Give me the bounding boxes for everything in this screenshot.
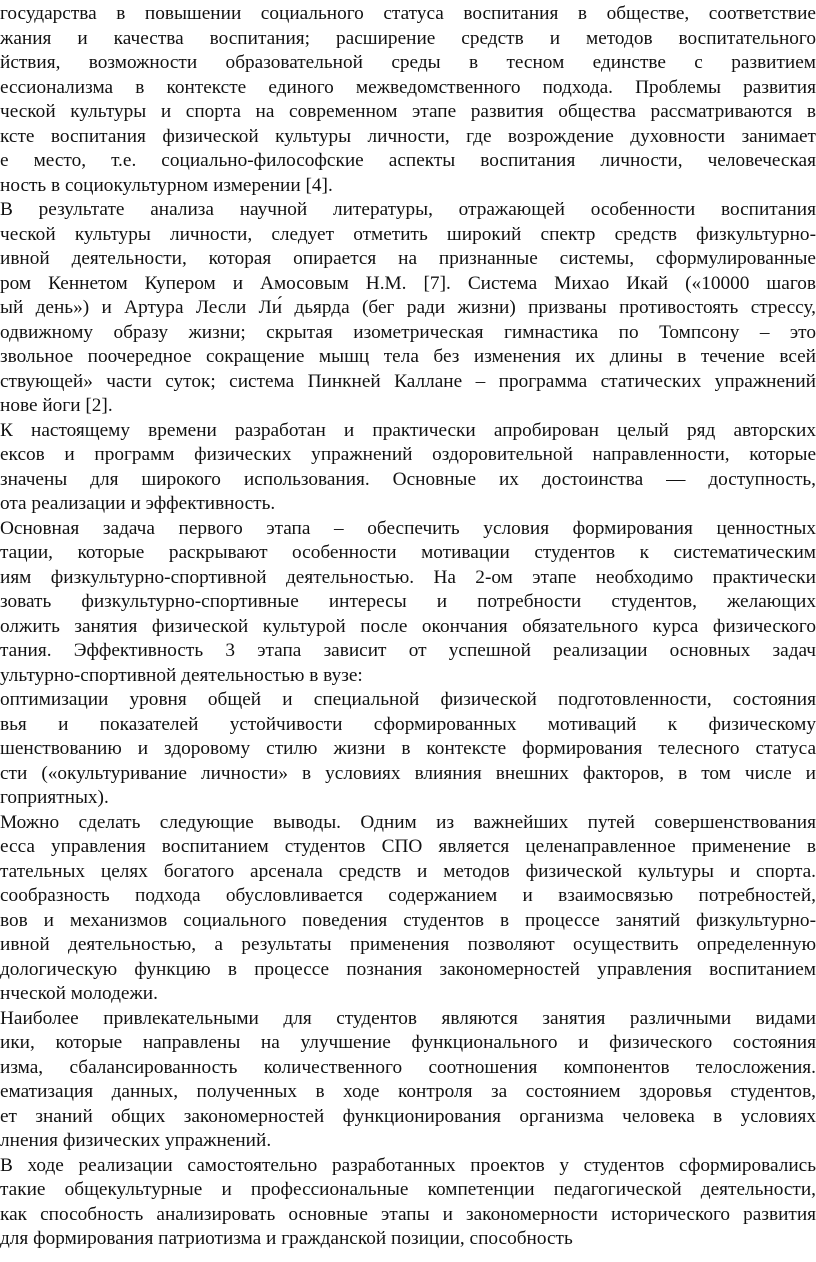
text-line: ческой культуры и спорта на современном этапе развития общества рассматриваются в	[0, 101, 816, 122]
text-line: ота реализации и эффективность.	[0, 493, 276, 514]
text-line: нческой молодежи.	[0, 983, 158, 1004]
text-line: ность в социокультурном измерении [4].	[0, 175, 333, 196]
text-line: значены для широкого использования. Основные их достоинства — доступность,	[0, 469, 816, 490]
text-line: вья и показателей устойчивости сформированных мотиваций к физическому	[0, 714, 816, 735]
text-line: е место, т.е. социально-философские аспекты воспитания личности, человеческая	[0, 150, 816, 171]
text-line: олжить занятия физической культурой после окончания обязательного курса физического	[0, 616, 816, 637]
text-line: В ходе реализации самостоятельно разработанных проектов у студентов сформировались	[0, 1155, 816, 1176]
text-line: иям физкультурно-спортивной деятельностью. На 2-ом этапе необходимо практически	[0, 567, 816, 588]
text-line: ессионализма в контексте единого межведомственного подхода. Проблемы развития	[0, 77, 816, 98]
text-line: тации, которые раскрывают особенности мотивации студентов к систематическим	[0, 542, 816, 563]
text-line: лнения физических упражнений.	[0, 1130, 272, 1151]
text-line: изма, сбалансированность количественного соотношения компонентов телосложения.	[0, 1057, 816, 1078]
text-line: тательных целях богатого арсенала средств и методов физической культуры и спорта.	[0, 861, 816, 882]
text-line: Можно сделать следующие выводы. Одним из важнейших путей совершенствования	[0, 812, 816, 833]
text-line: есса управления воспитанием студентов СПО является целенаправленное применение в	[0, 836, 816, 857]
text-line: государства в повышении социального статуса воспитания в обществе, соответствие	[0, 3, 816, 24]
text-line: ивной деятельностью, а результаты применения позволяют осуществить определенную	[0, 934, 816, 955]
text-line: такие общекультурные и профессиональные компетенции педагогической деятельности,	[0, 1179, 816, 1200]
text-line: йствия, возможности образовательной среды в тесном единстве с развитием	[0, 52, 816, 73]
text-line: ексов и программ физических упражнений оздоровительной направленности, которые	[0, 444, 816, 465]
text-line: ый день») и Артура Лесли Ли́ дьярда (бег ради жизни) призваны противостоять стрессу,	[0, 297, 816, 318]
text-line: звольное поочередное сокращение мышц тела без изменения их длины в течение всей	[0, 346, 816, 367]
text-line: К настоящему времени разработан и практически апробирован целый ряд авторских	[0, 420, 816, 441]
text-line: ики, которые направлены на улучшение функционального и физического состояния	[0, 1032, 816, 1053]
text-line: ческой культуры личности, следует отметить широкий спектр средств физкультурно-	[0, 224, 816, 245]
text-line: одвижному образу жизни; скрытая изометрическая гимнастика по Томпсону – это	[0, 322, 816, 343]
text-line: сообразность подхода обусловливается содержанием и взаимосвязью потребностей,	[0, 885, 816, 906]
text-line: нове йоги [2].	[0, 395, 113, 416]
text-line: вов и механизмов социального поведения студентов в процессе занятий физкультурно-	[0, 910, 816, 931]
text-line: ультурно-спортивной деятельностью в вузе:	[0, 665, 363, 686]
text-line: ивной деятельности, которая опирается на признанные системы, сформулированные	[0, 248, 816, 269]
text-line: ксте воспитания физической культуры личности, где возрождение духовности занимает	[0, 126, 816, 147]
text-line: шенствованию и здоровому стилю жизни в контексте формирования телесного статуса	[0, 738, 816, 759]
text-line: ром Кеннетом Купером и Амосовым Н.М. [7]. Система Михао Икай («10000 шагов	[0, 273, 816, 294]
text-line: гоприятных).	[0, 787, 109, 808]
text-line: ствующей» части суток; система Пинкней Каллане – программа статических упражнений	[0, 371, 816, 392]
text-line: зовать физкультурно-спортивные интересы и потребности студентов, желающих	[0, 591, 816, 612]
text-line: сти («окультуривание личности» в условиях влияния внешних факторов, в том числе и	[0, 763, 816, 784]
text-line: как способность анализировать основные этапы и закономерности исторического развития	[0, 1204, 816, 1225]
text-line: В результате анализа научной литературы, отражающей особенности воспитания	[0, 199, 816, 220]
text-line: оптимизации уровня общей и специальной физической подготовленности, состояния	[0, 689, 816, 710]
text-line: ет знаний общих закономерностей функционирования организма человека в условиях	[0, 1106, 816, 1127]
text-line: тания. Эффективность 3 этапа зависит от успешной реализации основных задач	[0, 640, 816, 661]
text-line: для формирования патриотизма и гражданской позиции, способность	[0, 1228, 573, 1249]
text-line: дологическую функцию в процессе познания закономерностей управления воспитанием	[0, 959, 816, 980]
text-line: Основная задача первого этапа – обеспечить условия формирования ценностных	[0, 518, 816, 539]
text-line: жания и качества воспитания; расширение средств и методов воспитательного	[0, 28, 816, 49]
text-line: Наиболее привлекательными для студентов являются занятия различными видами	[0, 1008, 816, 1029]
text-line: ематизация данных, полученных в ходе контроля за состоянием здоровья студентов,	[0, 1081, 816, 1102]
